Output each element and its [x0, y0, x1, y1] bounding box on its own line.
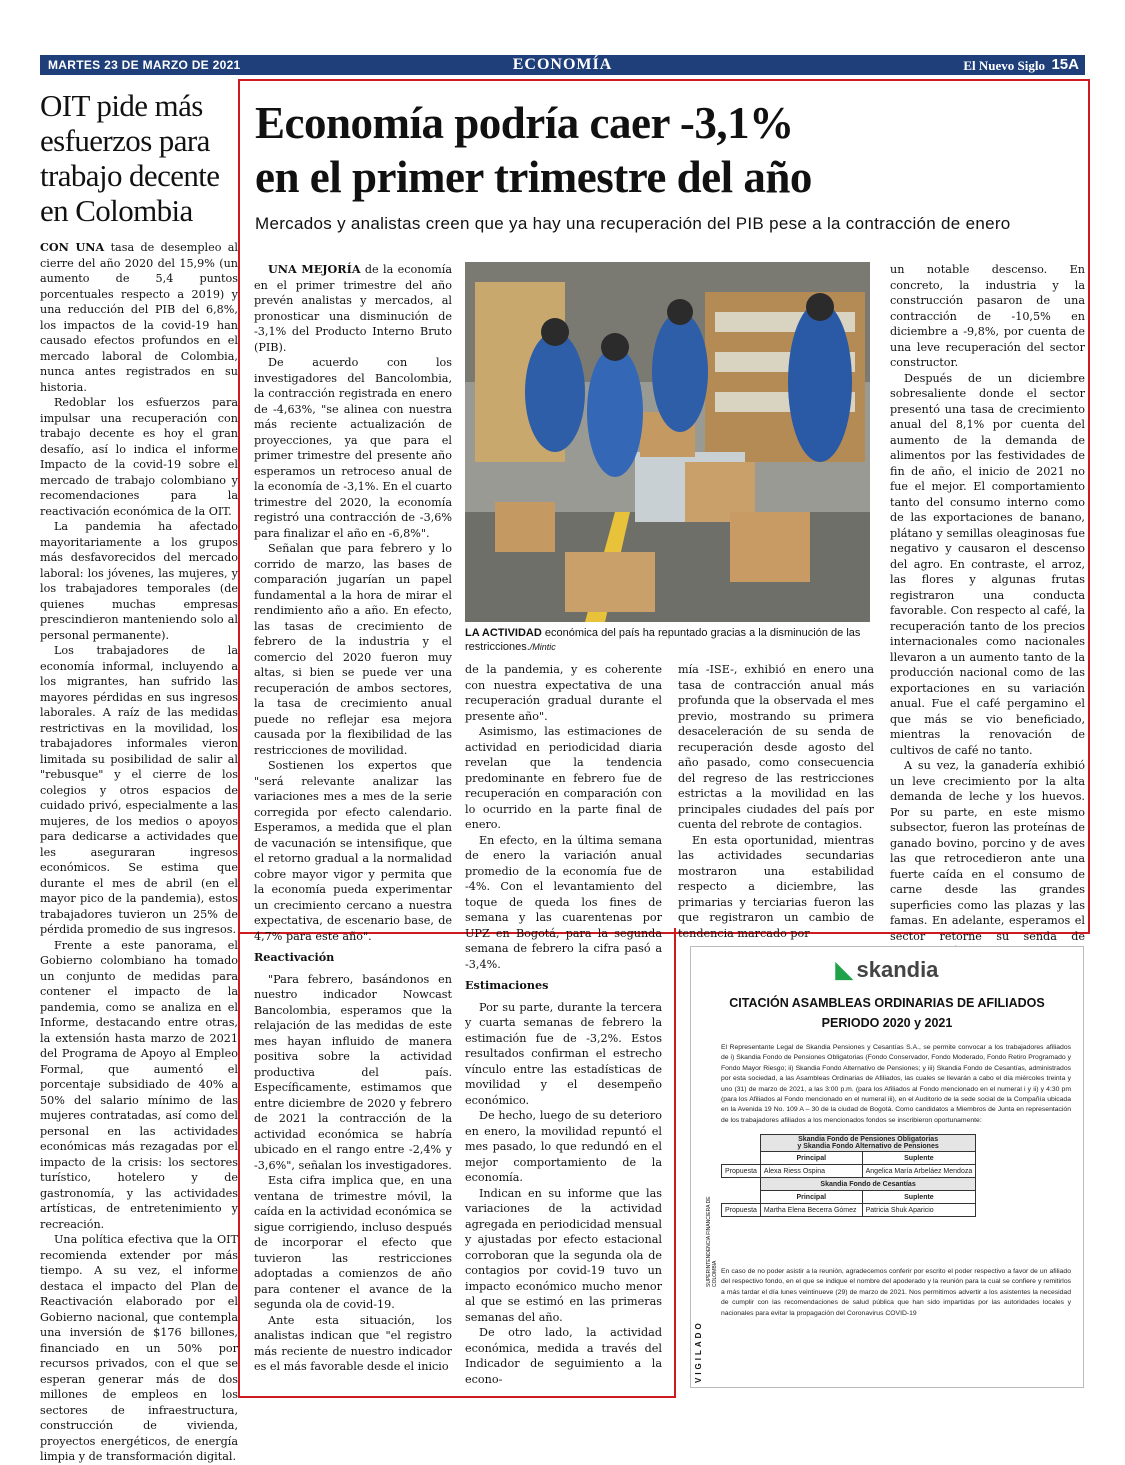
page-number: 15A [1051, 56, 1079, 73]
left-article-paragraph: Frente a este panorama, el Gobierno colombiano ha tomado un conjunto de medidas para contener el impacto de la pandemia, como se analiza en el Informe, destacando entre otras, la extensión hasta marzo de 2021 del Programa de Apoyo al Empleo Formal, que aumentó el porcentaje subsidiado de 40% a 50% del salario mínimo de las mujeres contratadas, así como del personal en las actividades económicas más rezagadas por el impacto de la crisis: los sectores turístico, hotelero y de gastronomía, y las actividades artísticas, de entretenimiento y recreación. [40, 938, 238, 1231]
main-paragraph: un notable descenso. En concreto, la industria y la construcción pasaron de una contracción de -10,5% en diciembre a -9,8%, por cuenta de una leve recuperación del sector constructor. [890, 263, 1085, 369]
table-header-cell: Principal [760, 1191, 862, 1204]
candidates-table [721, 1134, 976, 1217]
table-row [722, 1178, 976, 1191]
left-article-paragraph: Una política efectiva que la OIT recomienda extender por más tiempo. A su vez, el informe destaca el impacto del Plan de Reactivación elaborado por el Gobierno nacional, que contempla una inversión de $176 billones, financiado en un 50% por recursos privados, con el que se esperan generar más de dos millones de empleos en los sectores de infraestructura, construcción de vivienda, proyectos energéticos, de energía limpia y de transformación digital. [40, 1233, 238, 1463]
table-header-cell: Principal [760, 1152, 862, 1165]
main-paragraph: "Para febrero, basándonos en nuestro indicador Nowcast Bancolombia, esperamos que la relajación de las medidas de este mes hayan influido de manera positiva sobre la actividad productiva del país. Específicamente, estimamos que entre diciembre de 2020 y febrero de 2021 la contracción de la actividad económica se habría ubicado en el rango entre -2,4% y -3,6%", señalan los investigadores. [254, 972, 452, 1172]
main-paragraph: A su vez, la ganadería exhibió un leve crecimiento por la alta demanda de leche y los huevos. Por su parte, en este mismo subsector, fueron las proteínas de ganado bovino, porcino y de aves las que retrocedieron ante una fuerte caída en el consumo de carne desde las grandes superficies como las plazas y las famas. En adelante, esperamos el sector retorne su senda de [890, 759, 1085, 943]
main-column-3 [678, 662, 874, 940]
skandia-mark-icon: ◣ [835, 957, 853, 982]
main-paragraph: UNA MEJORÍA de la economía en el primer trimestre del año prevén analistas y mercados, al pronosticar una disminución de -3,1% del Producto Interno Bruto (PIB). [254, 262, 453, 354]
main-paragraph: Sostienen los expertos que "será relevante analizar las variaciones mes a mes de la serie corregida por efecto calendario. Esperamos, a medida que el plan de vacunación se intensifique, que el retorno gradual a la normalidad cobre mayor vigor y permita que la economía pueda experimentar un crecimiento cercano a nuestra expectativa, de escenario base, de 4,7% para este año". [254, 759, 452, 943]
left-article-paragraph: La pandemia ha afectado mayoritariamente a los grupos más desfavorecidos del mercado laboral: los jóvenes, las mujeres, y los trabajadores temporales (de quienes muchas empresas prescindieron manteniendo solo al personal permanente). [40, 520, 238, 642]
left-article-lead: CON UNA [40, 240, 105, 254]
skandia-logo: ◣ skandia [835, 957, 939, 982]
vigilado-label: VIGILADO [694, 1320, 703, 1383]
table-row [722, 1165, 976, 1178]
main-paragraph: De otro lado, la actividad económica, medida a través del Indicador de seguimiento a la econo- [465, 1326, 662, 1386]
table-row [722, 1191, 976, 1204]
table-group-header: Skandia Fondo de Pensiones Obligatorias y Skandia Fondo Alternativo de Pensiones [760, 1135, 975, 1152]
main-paragraph: Después de un diciembre sobresaliente donde el sector presentó una tasa de crecimiento anual del 8,1% por cuenta del aumento de la demanda de alimentos por las festividades de fin de año, el inicio de 2021 no fue el mejor. El comportamiento tanto del consumo interno como de las exportaciones de banano, plátano y semillas oleaginosas fue negativo y causaron el descenso del agro. En contraste, el arroz, las flores y algunas frutas registraron una conducta favorable. Con respecto al café, la recuperación tanto de los precios internacionales como nacionales llevaron a un aumento tanto de la producción nacional como de las exportaciones en su variación anual. Fue el café pergamino el que más se vio beneficiado, mientras la renovación de cultivos de café no tanto. [890, 371, 1085, 757]
table-row [722, 1135, 976, 1152]
table-row [722, 1204, 976, 1217]
skandia-advertisement [690, 946, 1084, 1388]
main-column-1 [254, 262, 452, 1387]
main-paragraph: Señalan que para febrero y lo corrido de marzo, las bases de comparación jugarían un papel fundamental a la hora de mirar el rendimiento año a año. En efecto, las tasas de crecimiento de febrero de la industria y el comercio del 2020 fueron muy altas, si bien se puede ver una recuperación de ambos sectores, la tasa de crecimiento anual puede no reflejar esa mejora causada por la flexibilidad de las restricciones de movilidad. [254, 542, 452, 757]
ad-title: CITACIÓN ASAMBLEAS ORDINARIAS DE AFILIADOS PERIODO 2020 y 2021 [729, 996, 1045, 1030]
ad-footer: En caso de no poder asistir a la reunión, agradecemos conferir por escrito el poder respectivo a favor de un afiliado del respectivo fondo, en el que se indique el nombre del apoderado y la reunión para la cual se confiere y remitirlos a más tardar el día lunes veintinueve (29) de marzo de 2021. Nos permitimos advertir a los asistentes la necesidad de cumplir con las recomendaciones de salud pública que han sido impartidas por las autoridades locales y nacionales para evitar la propagación del Coronavirus COVID-19 [721, 1268, 1071, 1317]
table-cell: Patricia Shuk Aparicio [862, 1204, 976, 1217]
main-paragraph: De hecho, luego de su deterioro en enero, la movilidad repuntó el mes pasado, lo que redundó en el mejor comportamiento de la economía. [465, 1109, 662, 1184]
main-paragraph: Ante esta situación, los analistas indican que "el registro más reciente de nuestro indicador es el más favorable desde el inicio [254, 1313, 452, 1373]
table-cell: Propuesta [722, 1204, 761, 1217]
left-article-title: OIT pide más esfuerzos para trabajo decente en Colombia [40, 88, 220, 228]
subheading-reactivacion: Reactivación [254, 950, 335, 964]
table-cell: Alexa Riess Ospina [760, 1165, 862, 1178]
masthead [40, 55, 1085, 75]
ad-body: El Representante Legal de Skandia Pensiones y Cesantías S.A., se permite convocar a los trabajadores afiliados de i) Skandia Fondo de Pensiones Obligatorias (Fondo Conservador, Fondo Moderado, Fondo Retiro Programado y Fondo Mayor Riesgo; ii) Skandia Fondo Alternativo de Pensiones; y iii) Skandia Fondo de Cesantías, administrados por esta sociedad, a las Asambleas Ordinarias de Afiliados, las cuales se llevarán a cabo el día miércoles treinta y uno (31) de marzo de 2021, a las 3:00 p.m. (para los Afiliados al Fondo mencionado en el numeral i y ii) y 4:30 pm (para los Afiliados al Fondo mencionado en el numeral iii), en el Auditorio de la sede social de la Compañía ubicada en la Avenida 19 No. 109 A – 30 de la ciudad de Bogotá. Como candidatos a Miembros de Junta en representación de los trabajadores afiliados a los mencionados fondos se inscribieron oportunamente: [721, 1044, 1071, 1124]
photo-illustration [465, 262, 870, 622]
warehouse-photo [465, 262, 870, 622]
photo-credit: /Mintic [529, 642, 556, 652]
left-article-paragraph: CON UNA tasa de desempleo al cierre del año 2020 del 15,9% (un aumento de 5,4 puntos porcentuales respecto a 2019) y una reducción del PIB del 6,8%, los impactos de la covid-19 han causado efectos profundos en el mercado laboral de Colombia, nunca antes registrados en su historia. [40, 240, 239, 394]
main-paragraph: De acuerdo con los investigadores del Bancolombia, la contracción registrada en enero de -4,63%, "se alinea con nuestra más reciente actualización de proyecciones, ya que para el primer trimestre del presente año esperamos un retroceso anual de la economía de -3,1%. En el cuarto trimestre del 2020, la economía registró una contracción de -3,6% para finalizar el año en -6,8%". [254, 356, 452, 540]
left-article-paragraph: Los trabajadores de la economía informal, incluyendo a los migrantes, han sufrido las mayores pérdidas en sus ingresos laborales. A raíz de las medidas restrictivas en la movilidad, los trabajadores informales vieron limitada su posibilidad de salir al "rebusque" y el cierre de los colegios y otros espacios de cuidado privó, especialmente a las mujeres, de los medios o apoyos para dedicarse a actividades que les aseguraran ingresos económicos. Se estima que durante el mes de abril (en el mayor pico de la pandemia), estos trabajadores tuvieron un 25% de pérdida promedio de sus ingresos. [40, 644, 238, 936]
main-paragraph: En esta oportunidad, mientras las actividades secundarias mostraron una estabilidad respecto a diciembre, las primarias y terciarias fueron las que registraron un cambio de tendencia marcado por [678, 833, 874, 940]
table-header-cell: Suplente [862, 1191, 976, 1204]
subheading-estimaciones: Estimaciones [465, 978, 549, 992]
superintendencia-label: SUPERINTENDENCIA FINANCIERA DE COLOMBIA [706, 1196, 718, 1287]
caption-lead: LA ACTIVIDAD [465, 627, 542, 639]
main-paragraph: Esta cifra implica que, en una ventana de trimestre móvil, la caída en la actividad económica se sigue corrigiendo, incluso después de incorporar el efecto que tuvieron las restricciones adoptadas a comienzos de año para contener el avance de la segunda ola de covid-19. [254, 1174, 452, 1311]
main-paragraph: Por su parte, durante la tercera y cuarta semanas de febrero la estimación fue de -3,2%. Estos resultados confirman el estrecho vínculo entre las estadísticas de movilidad y el desempeño económico. [465, 1000, 662, 1107]
main-deck: Mercados y analistas creen que ya hay una recuperación del PIB pese a la contracción de enero [255, 214, 1011, 233]
main-column-4 [890, 262, 1085, 943]
main-headline: Economía podría caer -3,1% en el primer trimestre del año [255, 98, 812, 202]
table-group-header: Skandia Fondo de Cesantías [760, 1178, 975, 1191]
section-name: ECONOMÍA [512, 56, 613, 73]
table-header-cell: Suplente [862, 1152, 976, 1165]
table-row [722, 1152, 976, 1165]
issue-date: MARTES 23 DE MARZO DE 2021 [48, 58, 241, 72]
main-paragraph: mía -ISE-, exhibió en enero una tasa de contracción anual más profunda que la observada el mes previo, mostrando su primera desaceleración de su senda de recuperación desde agosto del año pasado, como consecuencia del regreso de las restricciones estrictas a la movilidad en las principales ciudades del país por cuenta del rebrote de contagios. [678, 663, 874, 831]
main-paragraph: Indican en su informe que las variaciones de la actividad agregada en periodicidad mensual y ajustadas por efecto estacional corroboran que la segunda ola de contagios por covid-19 tuvo un impacto económico mucho menor al que se estimó en las primeras semanas del año. [465, 1186, 662, 1324]
main-paragraph: Asimismo, las estimaciones de actividad en periodicidad diaria revelan que la tendencia predominante en febrero fue de recuperación en comparación con lo ocurrido en la parte final de enero. [465, 725, 662, 831]
table-cell: Martha Elena Becerra Gómez [760, 1204, 862, 1217]
main-paragraph: de la pandemia, y es coherente con nuestra expectativa de una recuperación gradual durante el presente año". [465, 663, 662, 723]
main-column-2 [465, 662, 662, 1387]
left-article-body [40, 240, 239, 1463]
photo-caption: LA ACTIVIDAD económica del país ha repuntado gracias a la disminución de las restricciones./Mintic [465, 627, 861, 653]
newspaper-name: El Nuevo Siglo [963, 58, 1045, 73]
table-cell: Angelica María Arbeláez Mendoza [862, 1165, 976, 1178]
main-paragraph: En efecto, en la última semana de enero la variación anual promedio de la economía fue de -4%. Con el levantamiento del toque de queda los fines de semana y las cuarentenas por UPZ en Bogotá, para la segunda semana de febrero la cifra pasó a -3,4%. [465, 833, 662, 971]
table-cell: Propuesta [722, 1165, 761, 1178]
left-article-paragraph: Redoblar los esfuerzos para impulsar una recuperación con trabajo decente es hoy el gran desafío, así lo indica el informe Impacto de la covid-19 sobre el mercado de trabajo colombiano y recomendaciones para la reactivación económica de la OIT. [40, 396, 238, 518]
main-lead: UNA MEJORÍA [268, 262, 361, 276]
